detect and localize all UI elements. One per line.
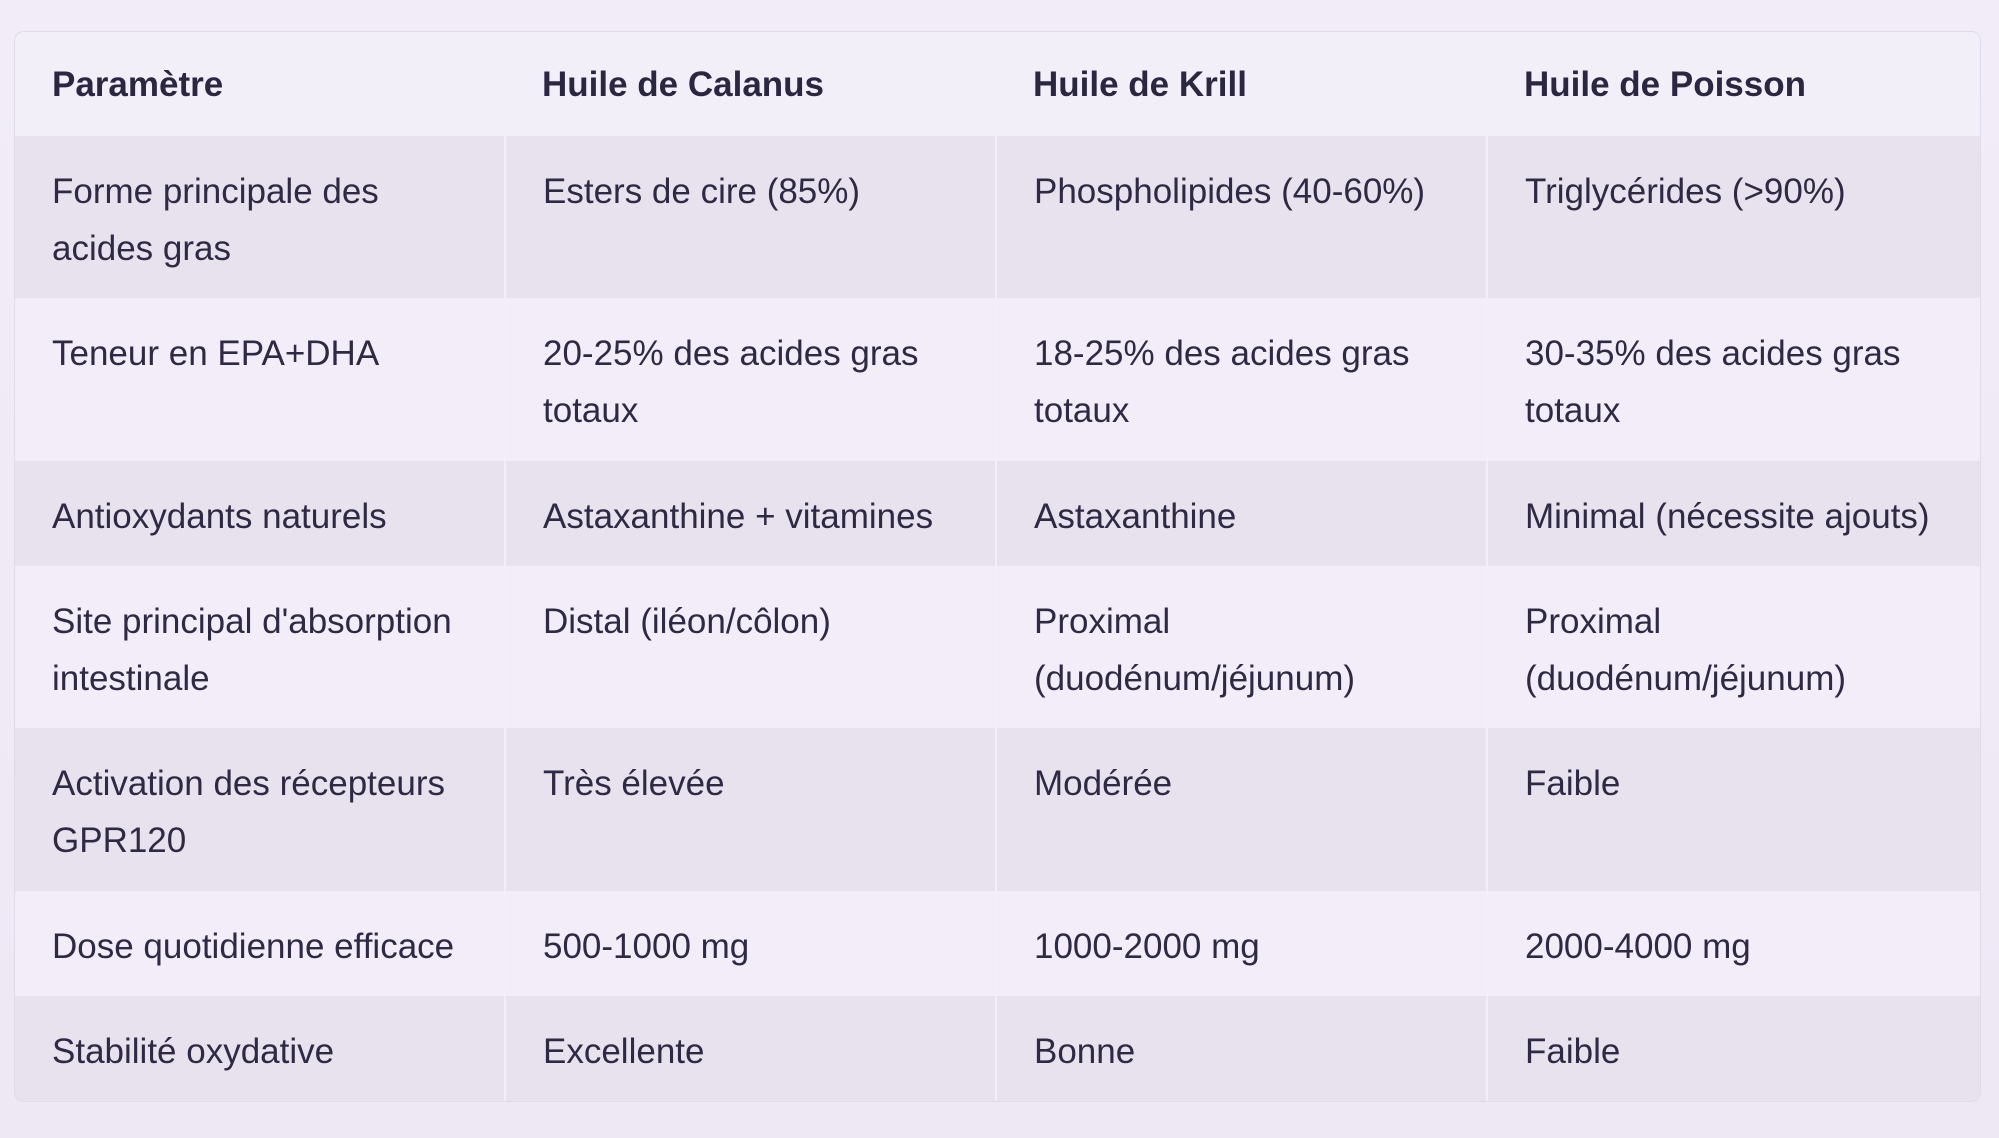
table-row bbox=[15, 891, 1981, 996]
table-row bbox=[15, 136, 1981, 298]
comparison-table bbox=[15, 32, 1981, 1101]
cell-krill: Bonne bbox=[996, 996, 1487, 1101]
cell-poisson: 2000-4000 mg bbox=[1487, 891, 1981, 996]
header-krill: Huile de Krill bbox=[996, 32, 1487, 136]
table-header-row bbox=[15, 32, 1981, 136]
cell-calanus: 500-1000 mg bbox=[505, 891, 996, 996]
cell-parameter: Dose quotidienne efficace bbox=[15, 891, 505, 996]
cell-parameter: Stabilité oxydative bbox=[15, 996, 505, 1101]
cell-parameter: Activation des récepteurs GPR120 bbox=[15, 728, 505, 890]
cell-calanus: Excellente bbox=[505, 996, 996, 1101]
table-row bbox=[15, 728, 1981, 890]
cell-poisson: Triglycérides (>90%) bbox=[1487, 136, 1981, 298]
cell-parameter: Antioxydants naturels bbox=[15, 461, 505, 566]
cell-parameter: Teneur en EPA+DHA bbox=[15, 298, 505, 460]
cell-parameter: Site principal d'absorption intestinale bbox=[15, 566, 505, 728]
cell-krill: 18-25% des acides gras totaux bbox=[996, 298, 1487, 460]
header-calanus: Huile de Calanus bbox=[505, 32, 996, 136]
cell-krill: Proximal (duodénum/jéjunum) bbox=[996, 566, 1487, 728]
cell-krill: Modérée bbox=[996, 728, 1487, 890]
comparison-table-card bbox=[14, 31, 1981, 1102]
table-row bbox=[15, 996, 1981, 1101]
table-row bbox=[15, 461, 1981, 566]
cell-poisson: Faible bbox=[1487, 996, 1981, 1101]
cell-poisson: Faible bbox=[1487, 728, 1981, 890]
cell-parameter: Forme principale des acides gras bbox=[15, 136, 505, 298]
cell-calanus: Esters de cire (85%) bbox=[505, 136, 996, 298]
cell-calanus: 20-25% des acides gras totaux bbox=[505, 298, 996, 460]
cell-calanus: Astaxanthine + vitamines bbox=[505, 461, 996, 566]
cell-poisson: 30-35% des acides gras totaux bbox=[1487, 298, 1981, 460]
cell-krill: Phospholipides (40-60%) bbox=[996, 136, 1487, 298]
cell-calanus: Distal (iléon/côlon) bbox=[505, 566, 996, 728]
cell-krill: Astaxanthine bbox=[996, 461, 1487, 566]
header-parametre: Paramètre bbox=[15, 32, 505, 136]
cell-poisson: Minimal (nécessite ajouts) bbox=[1487, 461, 1981, 566]
table-row bbox=[15, 298, 1981, 460]
header-poisson: Huile de Poisson bbox=[1487, 32, 1981, 136]
cell-poisson: Proximal (duodénum/jéjunum) bbox=[1487, 566, 1981, 728]
cell-calanus: Très élevée bbox=[505, 728, 996, 890]
table-row bbox=[15, 566, 1981, 728]
cell-krill: 1000-2000 mg bbox=[996, 891, 1487, 996]
